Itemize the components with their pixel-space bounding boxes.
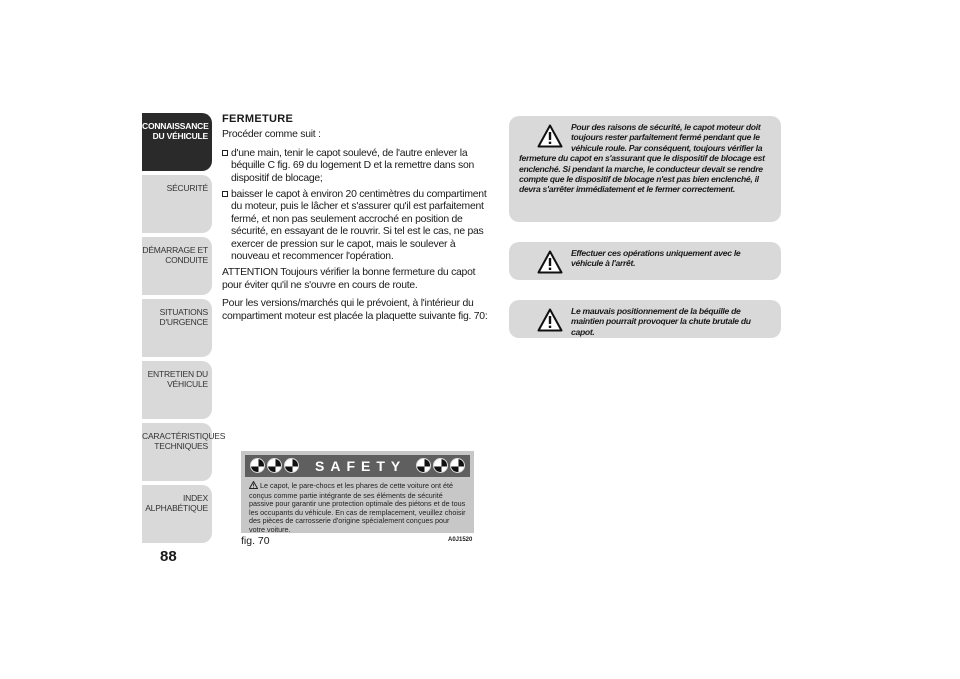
list-item bbox=[222, 148, 494, 185]
checkbox-bullet-icon bbox=[222, 150, 228, 156]
tab-securite[interactable]: SÉCURITÉ bbox=[142, 175, 212, 233]
main-text-column bbox=[222, 113, 494, 329]
tab-connaissance-du-vehicule[interactable]: CONNAISSANCE DU VÉHICULE bbox=[142, 113, 212, 171]
checkbox-bullet-icon bbox=[222, 191, 228, 197]
figure-caption: fig. 70 bbox=[241, 535, 270, 547]
checkered-disc-icon bbox=[433, 458, 448, 473]
page-number: 88 bbox=[160, 548, 177, 565]
warning-box bbox=[509, 116, 781, 222]
list-item-text: baisser le capot à environ 20 centimètres du compartiment du moteur, puis le lâcher et s'assurer qu'il est parfaitement fermé, et non pas seulement accroché en position de sécurité, en essayant de le rouvrir. Si tel est le cas, ne pas exercer de pression sur le capot, mais le soulever à nouveau et recommencer l'opération. bbox=[231, 189, 487, 263]
section-title: FERMETURE bbox=[222, 113, 294, 125]
tab-situations-d-urgence[interactable]: SITUATIONS D'URGENCE bbox=[142, 299, 212, 357]
checkered-disc-icon bbox=[450, 458, 465, 473]
checkered-disc-icon bbox=[284, 458, 299, 473]
safety-header-bar bbox=[245, 455, 470, 477]
warning-box bbox=[509, 242, 781, 280]
list-item-text: d'une main, tenir le capot soulevé, de l'autre enlever la béquille C fig. 69 du logement D et la remettre dans son dispositif de blocage; bbox=[231, 147, 475, 184]
tab-demarrage-et-conduite[interactable]: DÉMARRAGE ET CONDUITE bbox=[142, 237, 212, 295]
warning-triangle-icon bbox=[537, 308, 563, 332]
intro-text: Procéder comme suit : bbox=[222, 129, 321, 141]
warning-text: Effectuer ces opérations uniquement avec le véhicule à l'arrêt. bbox=[571, 248, 741, 269]
warning-box bbox=[509, 300, 781, 338]
safety-label-body: Le capot, le pare-chocs et les phares de cette voiture ont été conçus comme partie intégrante de ses éléments de sécurité passive pour garantir une protection optimale des piétons et de tous les occupants du véhicule. En cas de remplacement, veuillez choisir des pièces de carrosserie d'origine spécialement conçues pour votre voiture. bbox=[249, 481, 466, 534]
checkered-disc-icon bbox=[416, 458, 431, 473]
warning-triangle-icon bbox=[537, 250, 563, 274]
safety-label-text bbox=[249, 481, 467, 535]
list-item bbox=[222, 189, 494, 263]
safety-word: SAFETY bbox=[315, 458, 407, 474]
figure-code: A0J1520 bbox=[448, 537, 473, 543]
tab-caracteristiques-techniques[interactable]: CARACTÉRISTIQUES TECHNIQUES bbox=[142, 423, 212, 481]
attention-text: ATTENTION Toujours vérifier la bonne fermeture du capot pour éviter qu'il ne s'ouvre en cours de route. bbox=[222, 267, 476, 291]
safety-label-figure bbox=[241, 451, 474, 533]
versions-text: Pour les versions/marchés qui le prévoient, à l'intérieur du compartiment moteur est placée la plaquette suivante fig. 70: bbox=[222, 298, 488, 322]
tab-entretien-du-vehicule[interactable]: ENTRETIEN DU VÉHICULE bbox=[142, 361, 212, 419]
checkered-disc-icon bbox=[267, 458, 282, 473]
warning-text: Pour des raisons de sécurité, le capot moteur doit toujours rester parfaitement fermé pendant que le véhicule roule. Par conséquent, toujours vérifier la fermeture du capot en s'assurant que le dispositif de blocage est enclenché. Si pendant la marche, le conducteur devait se rendre compte que le dispositif de blocage n'est pas bien enclenché, il devra s'arrêter immédiatement et le fermer correctement. bbox=[519, 122, 765, 195]
warning-triangle-icon bbox=[537, 124, 563, 148]
tab-index-alphabetique[interactable]: INDEX ALPHABÉTIQUE bbox=[142, 485, 212, 543]
warning-text: Le mauvais positionnement de la béquille de maintien pourrait provoquer la chute brutale du capot. bbox=[571, 306, 751, 337]
checkered-disc-icon bbox=[250, 458, 265, 473]
